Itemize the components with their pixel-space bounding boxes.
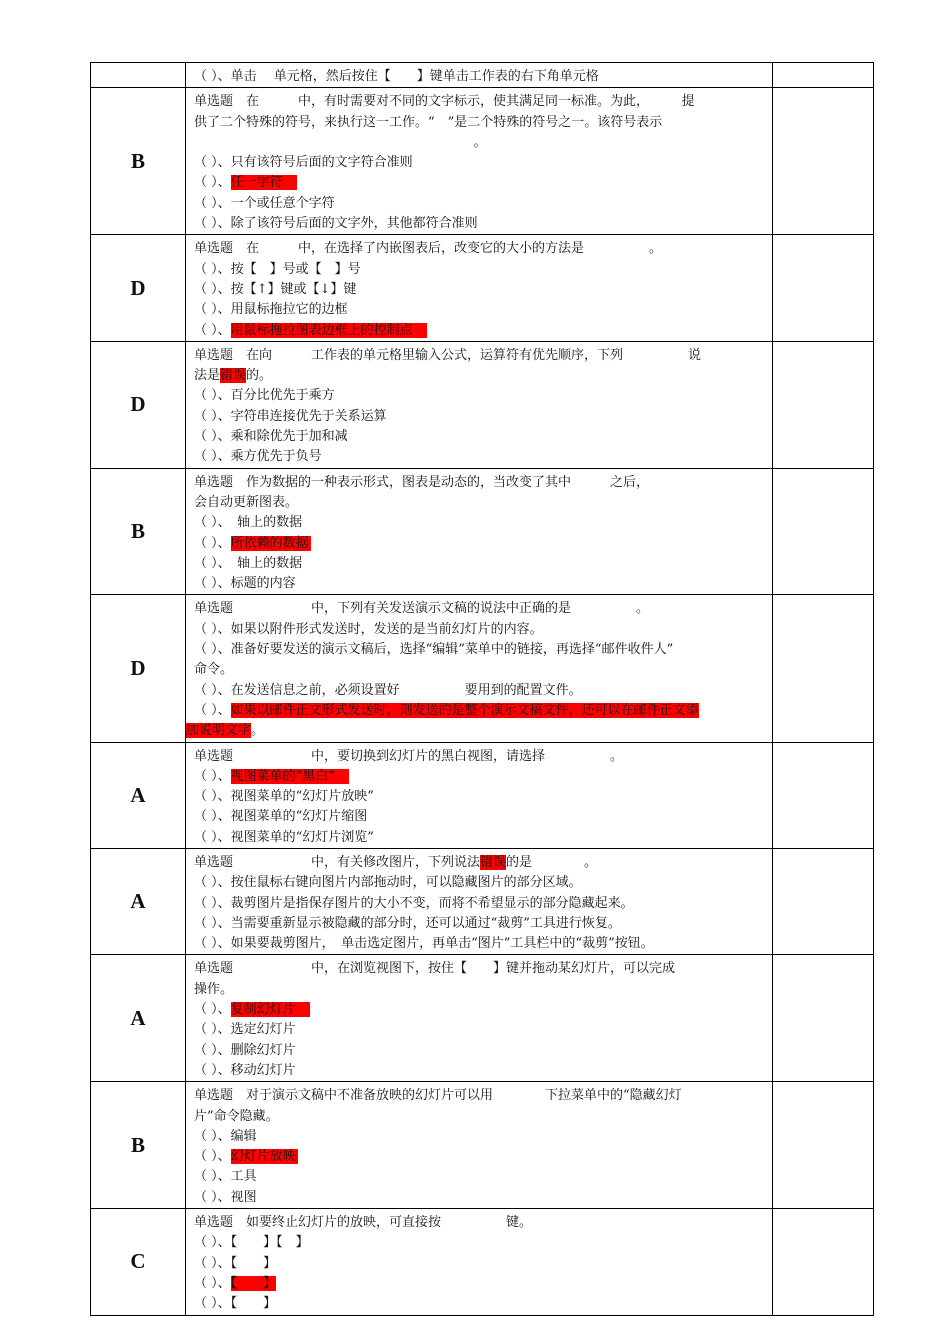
option-b: （ ）、准备好要发送的演示文稿后，选择“编辑”菜单中的链接，再选择“邮件收件人” bbox=[194, 642, 674, 658]
empty-cell bbox=[773, 63, 874, 88]
option-d: （ ）、视图 bbox=[194, 1189, 257, 1205]
question-row bbox=[91, 742, 874, 848]
empty-cell bbox=[773, 88, 874, 235]
answer-cell: A bbox=[91, 848, 186, 954]
option-d: （ ）、乘方优先于负号 bbox=[194, 449, 322, 465]
empty-cell bbox=[773, 1209, 874, 1315]
option-a bbox=[194, 767, 766, 787]
keyword-highlight: 错误 bbox=[220, 368, 247, 384]
question-cell bbox=[186, 88, 773, 235]
option-a: （ ）、百分比优先于乘方 bbox=[194, 388, 335, 404]
option-c: （ ）、视图菜单的“幻灯片缩图 bbox=[194, 809, 368, 825]
correct-answer-highlight: 所依赖的数据 bbox=[230, 535, 309, 551]
question-stem: 单选题 中，下列有关发送演示文稿的说法中正确的是 。 bbox=[194, 601, 650, 617]
option-d-continued bbox=[186, 721, 766, 741]
option-d: （ ）、除了该符号后面的文字外，其他都符合准则 bbox=[194, 216, 478, 232]
question-cell bbox=[186, 235, 773, 341]
option-prefix: （ ）、 bbox=[194, 322, 231, 338]
answer-cell bbox=[91, 63, 186, 88]
stem-text: 的是 。 bbox=[506, 854, 598, 870]
question-cell bbox=[186, 1209, 773, 1315]
question-row bbox=[91, 235, 874, 341]
option-a: （ ）、【 】【 】 bbox=[194, 1235, 309, 1251]
option-a: （ ）、如果以附件形式发送时，发送的是当前幻灯片的内容。 bbox=[194, 621, 543, 637]
correct-answer-highlight: 任一字符 bbox=[231, 175, 297, 190]
question-cell bbox=[186, 341, 773, 468]
option-a: （ ）、只有该符号后面的文字符合准则 bbox=[194, 155, 413, 171]
option-c: （ ）、一个或任意个字符 bbox=[194, 195, 335, 211]
correct-answer-highlight: 视图菜单的“黑白” bbox=[231, 769, 349, 784]
question-stem: 供了二个特殊的符号，来执行这一工作。“ ”是二个特殊的符号之一。该符号表示 bbox=[194, 114, 663, 130]
question-stem: 单选题 作为数据的一种表示形式，图表是动态的，当改变了其中 之后， bbox=[194, 474, 650, 490]
correct-answer-highlight: 复制幻灯片 bbox=[231, 1002, 310, 1017]
question-row bbox=[91, 1082, 874, 1209]
correct-answer-highlight: 如果以邮件正文形式发送时，则发送的是整个演示文稿文件，还可以在邮件正文添 bbox=[230, 702, 699, 718]
empty-cell bbox=[773, 468, 874, 595]
question-stem: 片”命令隐藏。 bbox=[194, 1108, 279, 1124]
option-prefix: （ ）、 bbox=[194, 1149, 231, 1165]
empty-cell bbox=[773, 595, 874, 742]
option-prefix: （ ）、 bbox=[194, 1002, 231, 1018]
question-row bbox=[91, 848, 874, 954]
empty-cell bbox=[773, 235, 874, 341]
option-d: （ ）、视图菜单的“幻灯片浏览” bbox=[194, 829, 374, 845]
stem-text: 法是 bbox=[194, 368, 221, 384]
option-c: （ ）、在发送信息之前，必须设置好 要用到的配置文件。 bbox=[194, 682, 582, 698]
question-stem: 单选题 在 中，在选择了内嵌图表后，改变它的大小的方法是 。 bbox=[194, 241, 663, 257]
question-stem bbox=[194, 366, 766, 386]
answer-cell: D bbox=[91, 235, 186, 341]
question-row bbox=[91, 595, 874, 742]
question-row bbox=[91, 1209, 874, 1315]
stem-text: 的。 bbox=[246, 368, 273, 384]
empty-cell bbox=[773, 848, 874, 954]
option-a: （ ）、编辑 bbox=[194, 1128, 257, 1144]
question-row bbox=[91, 88, 874, 235]
option-b: （ ）、按【↑】键或【↓】键 bbox=[194, 281, 357, 297]
option-c: （ ）、当需要重新显示被隐藏的部分时，还可以通过“裁剪”工具进行恢复。 bbox=[194, 915, 621, 931]
option-d: （ ）、【 】 bbox=[194, 1296, 277, 1312]
empty-cell bbox=[773, 341, 874, 468]
option-c bbox=[194, 1274, 766, 1294]
question-cell bbox=[186, 848, 773, 954]
correct-answer-highlight: 加说明文字 bbox=[186, 723, 252, 739]
question-stem: 操作。 bbox=[194, 981, 234, 997]
correct-answer-highlight: 幻灯片放映 bbox=[230, 1149, 296, 1165]
option-prefix: （ ）、 bbox=[194, 702, 231, 718]
question-row bbox=[91, 468, 874, 595]
question-stem: 单选题 在向 工作表的单元格里输入公式，运算符有优先顺序，下列 说 bbox=[194, 347, 702, 363]
option-b: （ ）、视图菜单的“幻灯片放映” bbox=[194, 789, 374, 805]
answer-cell: D bbox=[91, 341, 186, 468]
question-row bbox=[91, 341, 874, 468]
answer-cell: A bbox=[91, 742, 186, 848]
question-stem bbox=[194, 853, 766, 873]
stem-text: 。 bbox=[251, 723, 265, 739]
question-cell bbox=[186, 955, 773, 1082]
option-b: （ ）、选定幻灯片 bbox=[194, 1022, 296, 1038]
option-d: （ ）、标题的内容 bbox=[194, 576, 296, 592]
question-cell bbox=[186, 1082, 773, 1209]
option-d bbox=[194, 701, 766, 721]
answer-cell: A bbox=[91, 955, 186, 1082]
option-a bbox=[194, 1000, 766, 1020]
answer-cell: B bbox=[91, 88, 186, 235]
stem-text: 单选题 中，有关修改图片，下列说法 bbox=[194, 854, 481, 870]
option-a: （ ）、按【 】号或【 】号 bbox=[194, 261, 361, 277]
question-stem: 单选题 如要终止幻灯片的放映，可直接按 键。 bbox=[194, 1215, 533, 1231]
question-cell bbox=[186, 742, 773, 848]
option-a: （ ）、按住鼠标右键向图片内部拖动时，可以隐藏图片的部分区域。 bbox=[194, 875, 582, 891]
option-b: （ ）、【 】 bbox=[194, 1255, 277, 1271]
option-c: （ ）、乘和除优先于加和减 bbox=[194, 429, 348, 445]
answer-cell: C bbox=[91, 1209, 186, 1315]
option-prefix: （ ）、 bbox=[194, 535, 231, 551]
option-c: （ ）、 轴上的数据 bbox=[194, 555, 303, 571]
empty-cell bbox=[773, 1082, 874, 1209]
option-d: （ ）、如果要裁剪图片， 单击选定图片，再单击“图片”工具栏中的“裁剪”按钮。 bbox=[194, 936, 654, 952]
option-c: （ ）、工具 bbox=[194, 1169, 257, 1185]
question-cell bbox=[186, 63, 773, 88]
question-stem: 单选题 对于演示文稿中不准备放映的幻灯片可以用 下拉菜单中的“隐藏幻灯 bbox=[194, 1088, 682, 1104]
correct-answer-highlight: 用鼠标拖拉图表边框上的控制点 bbox=[231, 323, 427, 338]
correct-answer-highlight: 【 】 bbox=[230, 1275, 277, 1291]
question-stem: 会自动更新图表。 bbox=[194, 494, 299, 510]
option-d: （ ）、移动幻灯片 bbox=[194, 1062, 296, 1078]
empty-cell bbox=[773, 955, 874, 1082]
option-c: （ ）、删除幻灯片 bbox=[194, 1042, 296, 1058]
option-b bbox=[194, 1147, 766, 1167]
question-stem: 单选题 中，要切换到幻灯片的黑白视图，请选择 。 bbox=[194, 748, 624, 764]
option-b: （ ）、字符串连接优先于关系运算 bbox=[194, 408, 387, 424]
empty-cell bbox=[773, 742, 874, 848]
keyword-highlight: 错误 bbox=[480, 854, 507, 870]
answer-cell: B bbox=[91, 468, 186, 595]
question-row bbox=[91, 955, 874, 1082]
question-line: （ ）、单击 单元格，然后按住【 】键单击工作表的右下角单元格 bbox=[194, 69, 599, 84]
option-b-continued: 命令。 bbox=[194, 662, 234, 678]
option-prefix: （ ）、 bbox=[194, 175, 231, 191]
option-a: （ ）、 轴上的数据 bbox=[194, 515, 303, 531]
answer-cell: B bbox=[91, 1082, 186, 1209]
option-b bbox=[194, 534, 766, 554]
option-prefix: （ ）、 bbox=[194, 768, 231, 784]
option-c: （ ）、用鼠标拖拉它的边框 bbox=[194, 302, 348, 318]
question-cell bbox=[186, 468, 773, 595]
question-stem: 单选题 在 中，有时需要对不同的文字标示，使其满足同一标准。为此， 提 bbox=[194, 94, 695, 110]
option-b: （ ）、裁剪图片是指保存图片的大小不变，而将不希望显示的部分隐藏起来。 bbox=[194, 895, 634, 911]
option-prefix: （ ）、 bbox=[194, 1275, 231, 1291]
option-d bbox=[194, 321, 766, 341]
question-stem: 单选题 中，在浏览视图下，按住【 】键并拖动某幻灯片，可以完成 bbox=[194, 961, 676, 977]
question-cell bbox=[186, 595, 773, 742]
question-stem: 。 bbox=[473, 134, 487, 150]
answer-cell: D bbox=[91, 595, 186, 742]
question-row bbox=[91, 63, 874, 88]
answer-sheet-table bbox=[90, 62, 874, 1316]
option-b bbox=[194, 173, 766, 193]
